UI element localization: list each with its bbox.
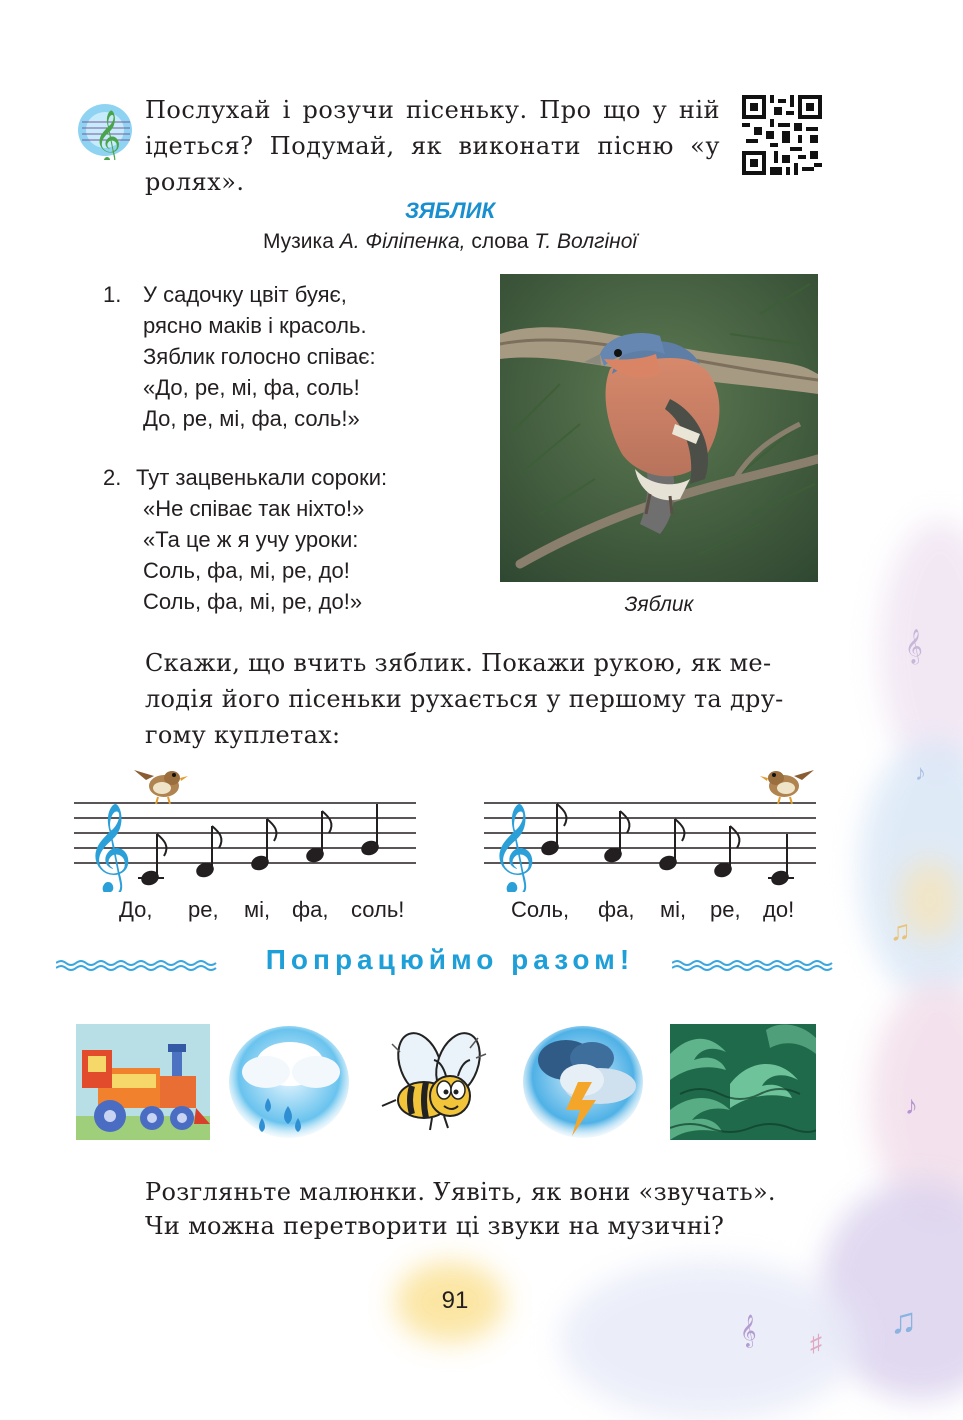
bottom-text [145,1175,845,1243]
lyric-line: Тут зацвенькали сороки: [136,465,388,490]
verse-number: 1. [103,282,122,307]
train-icon[interactable] [76,1024,210,1140]
page-number: 91 [441,1287,469,1314]
music-note-icon: 𝄞 [740,1315,757,1346]
note-label: Соль, [511,897,570,922]
lyric-line: До, ре, мі, фа, соль!» [143,406,360,431]
bird-icon [134,770,188,804]
task-text: Скажи, що вчить зяблик. Покажи рукою, як ме-лодія його пісеньки рухається у першому та дру-гому куплетах: [145,649,784,749]
treble-clef-icon: 𝄞 [490,803,537,892]
bee-icon[interactable] [374,1024,500,1140]
music-note-icon: ♪ [915,760,926,785]
thunderstorm-icon[interactable] [522,1024,644,1140]
bird-icon [760,770,814,804]
verse-number: 2. [103,465,122,490]
note-label: фа, [598,897,635,922]
lyric-line: рясно маків і красоль. [143,313,367,338]
photo-caption: Зяблик [624,593,694,616]
bottom-text-line: Розгляньте малюнки. Уявіть, як вони «звучать». [145,1178,776,1206]
lyric-line: Соль, фа, мі, ре, до! [143,558,350,583]
lyric-line: «До, ре, мі, фа, соль! [143,375,360,400]
lyricist: Т. Волгіної [534,230,638,253]
lyric-line: «Та це ж я учу уроки: [143,527,359,552]
qr-code[interactable] [742,95,822,175]
lyric-line: Зяблик голосно співає: [143,344,376,369]
music-note-icon: ♫ [890,1300,917,1341]
note-label: фа, [292,897,329,922]
credits-music-label: Музика [262,230,340,253]
note-label: мі, [660,897,687,922]
svg-text:𝄞: 𝄞 [94,109,122,160]
bottom-text-line: Чи можна перетворити ці звуки на музичні? [145,1212,725,1240]
note-label: До, [119,897,153,922]
note-label: соль! [351,897,405,922]
note-label: до! [763,897,795,922]
credits-lyrics-label: слова [465,230,535,253]
note-label: мі, [244,897,271,922]
waves-icon[interactable] [670,1024,816,1140]
listen-icon [76,94,134,160]
music-note-icon: ♫ [890,915,911,946]
music-note-icon: ♪ [905,1090,918,1120]
song-credits [0,230,900,254]
verse-1 [103,279,483,439]
note-label: ре, [710,897,741,922]
staff-ascending [74,756,420,892]
chaffinch-photo [500,274,818,582]
note-label: ре, [188,897,219,922]
composer: А. Філіпенка, [339,230,466,253]
lyric-line: «Не співає так ніхто!» [143,496,365,521]
intro-text: Послухай і розучи пісеньку. Про що у ній ідеться? Подумай, як виконати пісню «у ролях». [145,96,720,196]
music-note-icon: ♯ [810,1330,822,1357]
staff-descending [484,756,820,892]
rain-cloud-icon[interactable] [228,1024,350,1140]
wave-divider-right [672,958,834,972]
lyric-line: У садочку цвіт буяє, [143,282,347,307]
verse-2 [103,462,483,622]
music-note-icon: 𝄞 [905,630,923,663]
lyric-line: Соль, фа, мі, ре, до!» [143,589,363,614]
treble-clef-icon: 𝄞 [86,803,133,892]
section-heading: Попрацюймо разом! [265,944,635,975]
song-title: ЗЯБЛИК [405,198,495,223]
